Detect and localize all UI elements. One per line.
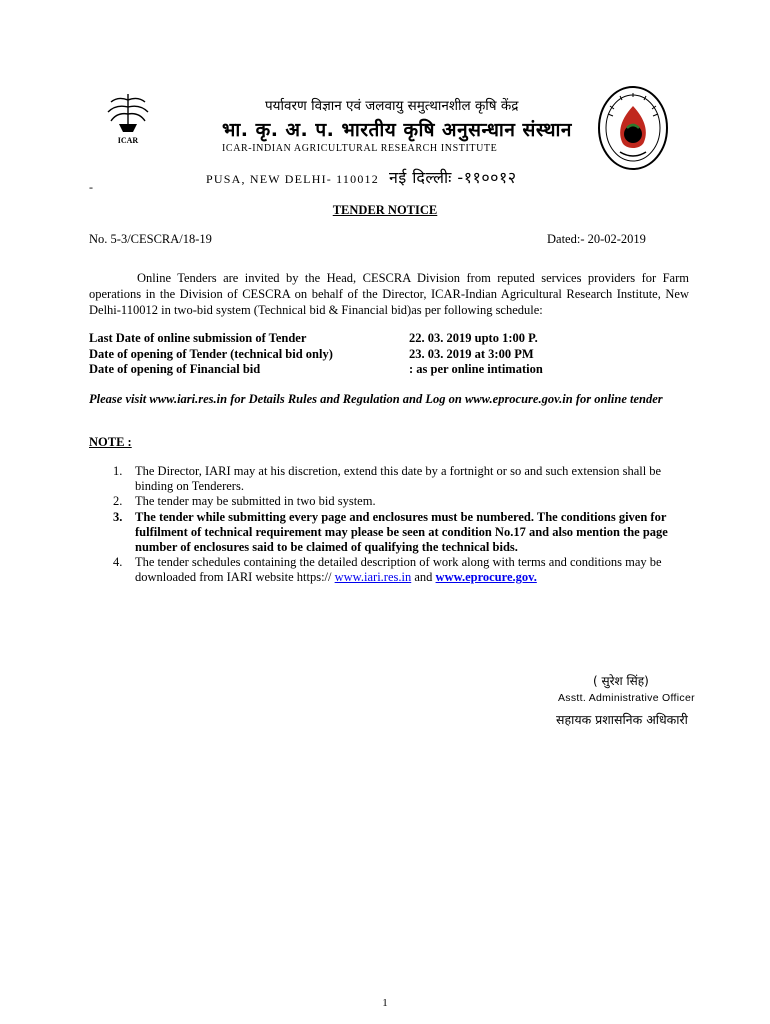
list-item-number: 3. (113, 509, 123, 524)
hindi-division-name: पर्यावरण विज्ञान एवं जलवायु समुत्थानशील कृषि केंद्र (265, 98, 519, 114)
list-item-number: 2. (113, 494, 123, 509)
list-item-text: The tender while submitting every page and enclosures must be numbered. The conditions given for fulfilment of technical requirement may please be seen at condition No.17 and also mention the page number of enclosures said to be claimed of qualifying the technical bids. (135, 509, 668, 555)
list-item (113, 510, 691, 556)
signatory-designation-hindi: सहायक प्रशासनिक अधिकारी (556, 712, 688, 727)
schedule-row (89, 347, 689, 363)
schedule-table (89, 331, 689, 378)
signatory-designation-english: Asstt. Administrative Officer (558, 692, 695, 704)
reference-number: No. 5-3/CESCRA/18-19 (89, 232, 212, 246)
page-number: 1 (382, 997, 388, 1009)
list-item-text (135, 555, 662, 584)
schedule-row (89, 331, 689, 347)
schedule-value: 22. 03. 2019 upto 1:00 P. (409, 331, 538, 345)
schedule-row (89, 362, 689, 378)
schedule-label: Date of opening of Financial bid (89, 362, 261, 376)
stray-dash: - (89, 180, 93, 194)
eprocure-website-link[interactable]: www.eprocure.gov. (435, 570, 537, 585)
list-item (113, 555, 691, 585)
iari-website-link[interactable]: www.iari.res.in (334, 570, 412, 585)
list-item-number: 1. (113, 464, 123, 478)
schedule-label: Last Date of online submission of Tender (89, 331, 307, 345)
address-hindi: नई दिल्लीः -११००१२ (388, 168, 517, 187)
list-item (113, 494, 691, 509)
list-item-number: 4. (113, 555, 123, 570)
list-item-text: The Director, IARI may at his discretion, extend this date by a fortnight or so and such extension shall be binding on Tenderers. (135, 464, 662, 494)
icar-logo-text: ICAR (117, 136, 139, 145)
visit-instructions: Please visit www.iari.res.in for Details Rules and Regulation and Log on www.eprocure.gov.in for online tender (89, 392, 663, 406)
schedule-value: : as per online intimation (409, 362, 543, 376)
hindi-institute-title: भा. कृ. अ. प. भारतीय कृषि अनुसन्धान संस्थान (222, 119, 572, 141)
address-english: PUSA, NEW DELHI- 110012 (206, 172, 379, 186)
icar-logo (103, 90, 153, 146)
notes-list (113, 464, 691, 586)
schedule-value: 23. 03. 2019 at 3:00 PM (409, 346, 534, 361)
link-connector: and (411, 570, 436, 585)
intro-paragraph: Online Tenders are invited by the Head, CESCRA Division from reputed services providers for Farm operations in the Division of CESCRA on behalf of the Director, ICAR-Indian Agricultural Research Institute, New Delhi-110012 in two-bid system (Technical bid & Financial bid)as per following schedule: (89, 271, 689, 317)
page-title: TENDER NOTICE (332, 203, 438, 217)
download-text: The tender schedules containing the detailed description of work along with terms and conditions may be downloaded from IARI website https:// (135, 555, 662, 585)
signatory-name-hindi: ( सुरेश सिंह) (593, 674, 649, 688)
list-item (113, 464, 691, 494)
address-line (206, 166, 517, 188)
schedule-label: Date of opening of Tender (technical bid only) (89, 346, 333, 361)
note-heading: NOTE : (89, 435, 132, 449)
notice-date: Dated:- 20-02-2019 (547, 232, 646, 246)
iari-seal-logo (596, 84, 670, 172)
list-item-text: The tender may be submitted in two bid system. (135, 494, 376, 509)
english-institute-name: ICAR-INDIAN AGRICULTURAL RESEARCH INSTITUTE (222, 143, 498, 154)
